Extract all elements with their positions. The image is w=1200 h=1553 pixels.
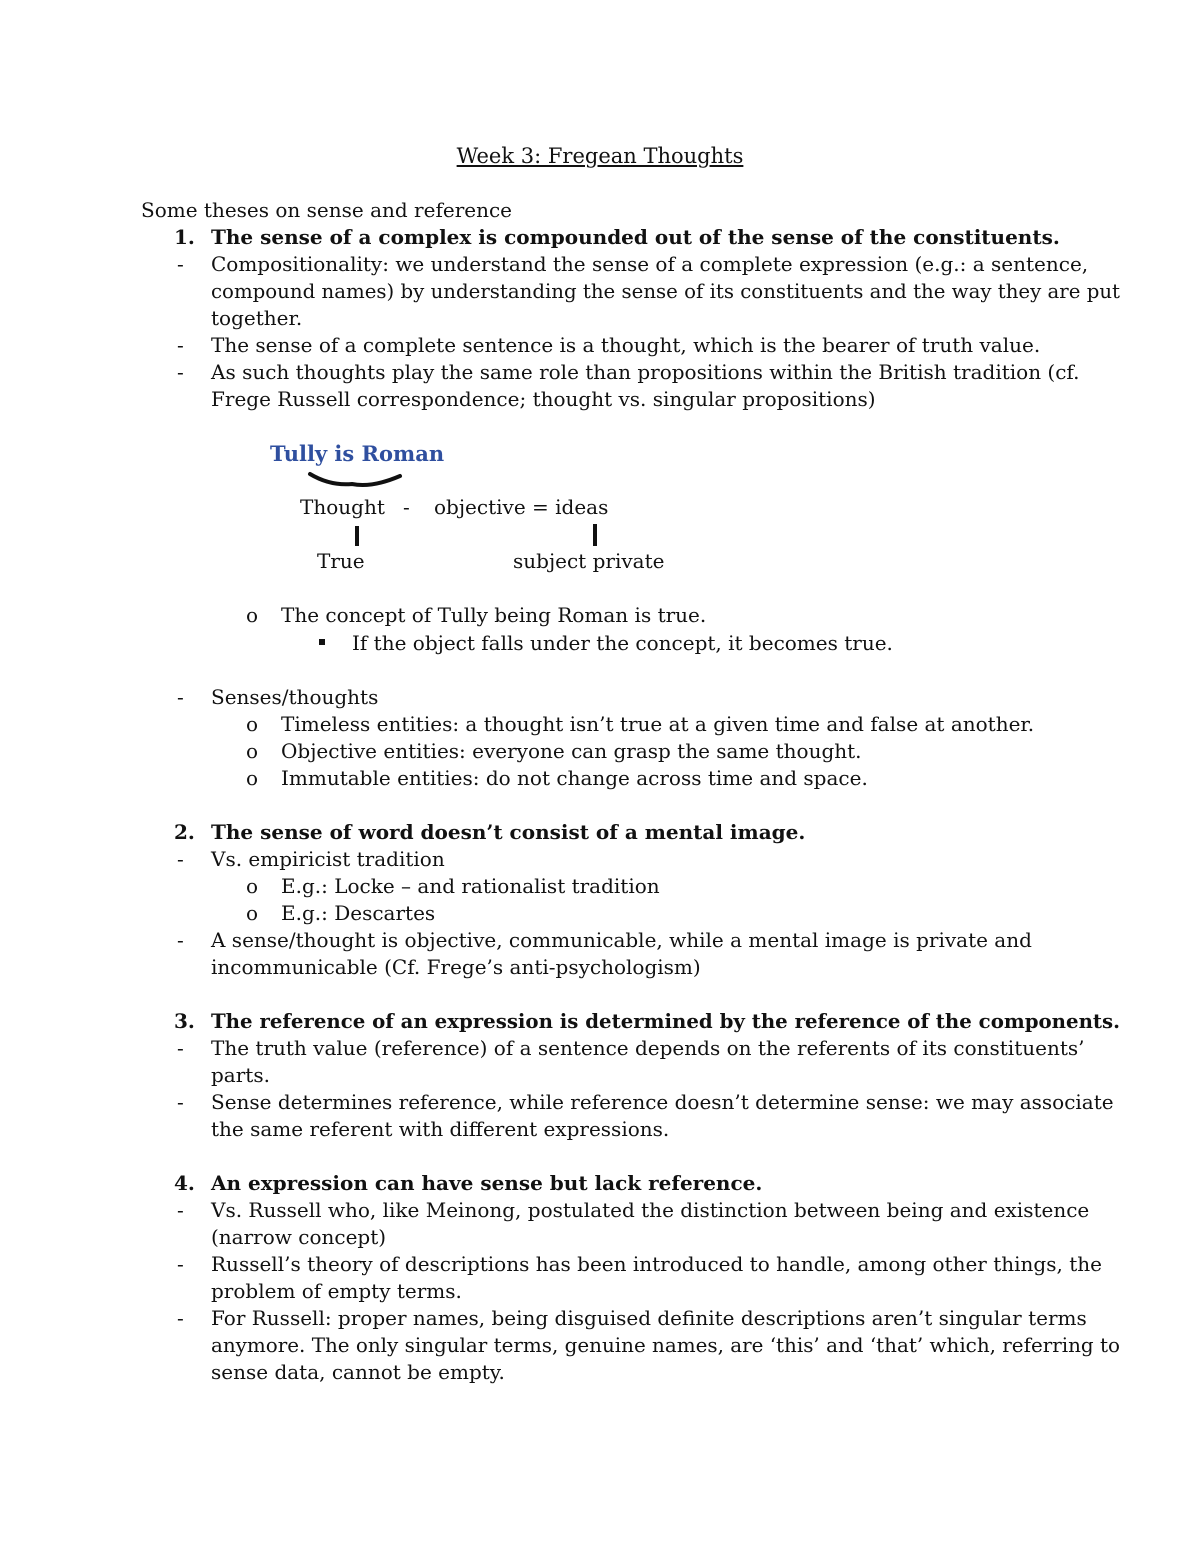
thesis-2-heading: The sense of word doesn’t consist of a mental image.	[211, 820, 806, 844]
circle-marker: o	[246, 603, 259, 627]
thesis-1-bullet-1-cont: compound names) by understanding the sense of its constituents and the way they are put	[211, 279, 1120, 303]
diagram-heading: Tully is Roman	[270, 441, 445, 466]
thesis-2-sub-1: E.g.: Locke – and rationalist tradition	[281, 874, 660, 898]
circle-marker: o	[246, 901, 259, 925]
thesis-1-bullet-3-cont: Frege Russell correspondence; thought vs. singular propositions)	[211, 387, 876, 411]
thesis-3-bullet-2: Sense determines reference, while reference doesn’t determine sense: we may associate	[211, 1090, 1114, 1114]
thesis-4-bullet-3-cont: anymore. The only singular terms, genuine names, are ‘this’ and ‘that’ which, referring to	[211, 1333, 1120, 1357]
thesis-1-heading: The sense of a complex is compounded out of the sense of the constituents.	[211, 225, 1060, 249]
thesis-4-bullet-1-cont: (narrow concept)	[211, 1225, 387, 1249]
dash-marker: -	[177, 1252, 184, 1276]
dash-marker: -	[177, 685, 184, 709]
diagram-objective: objective = ideas	[434, 495, 609, 519]
thesis-3-bullet-2-cont: the same referent with different expressions.	[211, 1117, 670, 1141]
diagram-subject: subject private	[513, 549, 665, 573]
page-title: Week 3: Fregean Thoughts	[456, 144, 744, 168]
thesis-1-bullet-2: The sense of a complete sentence is a thought, which is the bearer of truth value.	[211, 333, 1041, 357]
square-bullet	[319, 639, 325, 645]
diagram-thought: Thought	[300, 495, 385, 519]
senses-item-3: Immutable entities: do not change across time and space.	[281, 766, 868, 790]
thesis-3-bullet-1-cont: parts.	[211, 1063, 270, 1087]
intro-line: Some theses on sense and reference	[141, 198, 513, 222]
diagram-true: True	[317, 549, 365, 573]
senses-item-1: Timeless entities: a thought isn’t true at a given time and false at another.	[281, 712, 1035, 736]
thesis-3-number: 3.	[174, 1009, 195, 1033]
thesis-4-heading: An expression can have sense but lack reference.	[211, 1171, 763, 1195]
circle-marker: o	[246, 766, 259, 790]
thesis-4-bullet-2-cont: problem of empty terms.	[211, 1279, 462, 1303]
thesis-1-bullet-3: As such thoughts play the same role than propositions within the British tradition (cf.	[211, 360, 1080, 384]
dash-marker: -	[177, 1198, 184, 1222]
thesis-1-bullet-1-cont: together.	[211, 306, 303, 330]
thesis-3-heading: The reference of an expression is determined by the reference of the components.	[211, 1009, 1121, 1033]
circle-marker: o	[246, 874, 259, 898]
thesis-3-bullet-1: The truth value (reference) of a sentence depends on the referents of its constituents’	[211, 1036, 1085, 1060]
dash-marker: -	[177, 928, 184, 952]
dash-marker: -	[177, 1036, 184, 1060]
thesis-1-bullet-1: Compositionality: we understand the sense of a complete expression (e.g.: a sentence,	[211, 252, 1089, 276]
thesis-4-number: 4.	[174, 1171, 195, 1195]
senses-item-2: Objective entities: everyone can grasp the same thought.	[281, 739, 862, 763]
thesis-4-bullet-2: Russell’s theory of descriptions has been introduced to handle, among other things, the	[211, 1252, 1102, 1276]
circle-marker: o	[246, 739, 259, 763]
thesis-1-number: 1.	[174, 225, 195, 249]
thesis-4-bullet-3-cont: sense data, cannot be empty.	[211, 1360, 505, 1384]
thesis-2-bullet-2: A sense/thought is objective, communicable, while a mental image is private and	[211, 928, 1032, 952]
thesis-2-sub-2: E.g.: Descartes	[281, 901, 436, 925]
sub-point-1: The concept of Tully being Roman is true.	[281, 603, 707, 627]
thesis-4-bullet-3: For Russell: proper names, being disguised definite descriptions aren’t singular terms	[211, 1306, 1087, 1330]
sub-sub-point-1: If the object falls under the concept, it becomes true.	[352, 631, 893, 655]
senses-label: Senses/thoughts	[211, 685, 379, 709]
diagram-dash: -	[403, 495, 410, 519]
thesis-4-bullet-1: Vs. Russell who, like Meinong, postulated the distinction between being and existence	[211, 1198, 1090, 1222]
dash-marker: -	[177, 360, 184, 384]
dash-marker: -	[177, 252, 184, 276]
dash-marker: -	[177, 1306, 184, 1330]
brace-mark	[310, 474, 400, 485]
circle-marker: o	[246, 712, 259, 736]
thesis-2-bullet-1: Vs. empiricist tradition	[211, 847, 445, 871]
thesis-2-bullet-2-cont: incommunicable (Cf. Frege’s anti-psychologism)	[211, 955, 701, 979]
thesis-2-number: 2.	[174, 820, 195, 844]
dash-marker: -	[177, 1090, 184, 1114]
dash-marker: -	[177, 847, 184, 871]
dash-marker: -	[177, 333, 184, 357]
